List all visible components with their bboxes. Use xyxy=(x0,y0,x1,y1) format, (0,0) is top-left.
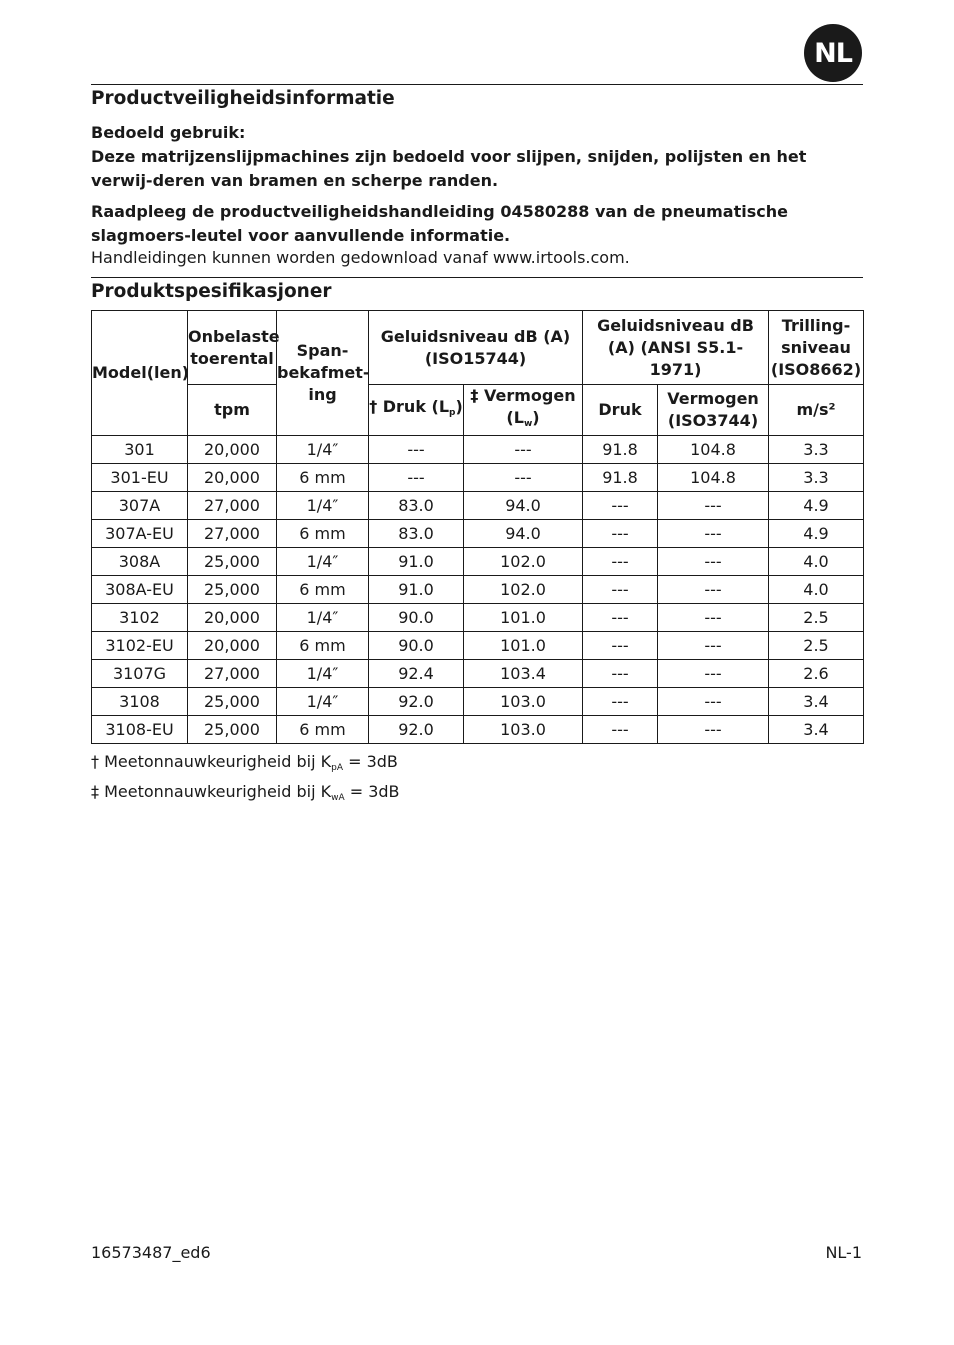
header-collet: Span-bekafmet-ing xyxy=(277,311,369,436)
cell-speed: 25,000 xyxy=(188,576,277,604)
cell-vibration: 4.9 xyxy=(769,492,864,520)
footnotes xyxy=(91,750,400,810)
cell-sound-power: 103.4 xyxy=(464,660,583,688)
cell-collet: 6 mm xyxy=(277,576,369,604)
table-row xyxy=(92,604,864,632)
cell-ansi-vermogen: --- xyxy=(658,548,769,576)
intended-use-text: Deze matrijzenslijpmachines zijn bedoeld voor slijpen, snijden, polijsten en het verwij-deren van bramen en scherpe randen. xyxy=(91,147,807,190)
header-vibration: Trilling-sniveau (ISO8662) xyxy=(769,311,864,385)
cell-model: 3102 xyxy=(92,604,188,632)
table-row xyxy=(92,688,864,716)
header-speed-unit: tpm xyxy=(188,385,277,436)
header-vermogen-iso: Vermogen (ISO3744) xyxy=(658,385,769,436)
cell-ansi-druk: --- xyxy=(583,716,658,744)
header-model: Model(len) xyxy=(92,311,188,436)
cell-sound-power: 102.0 xyxy=(464,548,583,576)
cell-ansi-druk: --- xyxy=(583,604,658,632)
cell-speed: 27,000 xyxy=(188,660,277,688)
cell-collet: 6 mm xyxy=(277,520,369,548)
cell-vibration: 2.5 xyxy=(769,604,864,632)
cell-ansi-druk: --- xyxy=(583,520,658,548)
cell-ansi-druk: --- xyxy=(583,576,658,604)
cell-sound-power: --- xyxy=(464,436,583,464)
cell-sound-pressure: 92.0 xyxy=(369,688,464,716)
cell-model: 3102-EU xyxy=(92,632,188,660)
cell-ansi-druk: --- xyxy=(583,688,658,716)
page-number: NL-1 xyxy=(825,1243,862,1262)
table-row xyxy=(92,660,864,688)
table-row xyxy=(92,576,864,604)
table-row xyxy=(92,492,864,520)
cell-collet: 1/4″ xyxy=(277,660,369,688)
cell-ansi-vermogen: --- xyxy=(658,492,769,520)
cell-ansi-vermogen: --- xyxy=(658,576,769,604)
cell-speed: 25,000 xyxy=(188,548,277,576)
cell-collet: 6 mm xyxy=(277,716,369,744)
cell-model: 308A-EU xyxy=(92,576,188,604)
cell-sound-pressure: 90.0 xyxy=(369,632,464,660)
cell-ansi-vermogen: --- xyxy=(658,716,769,744)
header-power: ‡ Vermogen $(L_w)$ xyxy=(464,385,583,436)
cell-vibration: 3.3 xyxy=(769,436,864,464)
cell-sound-pressure: 92.4 xyxy=(369,660,464,688)
cell-collet: 1/4″ xyxy=(277,436,369,464)
header-pressure: † Druk $(L_p)$ xyxy=(369,385,464,436)
cell-ansi-druk: --- xyxy=(583,632,658,660)
cell-ansi-vermogen: 104.8 xyxy=(658,464,769,492)
document-id: 16573487_ed6 xyxy=(91,1243,211,1262)
cell-ansi-vermogen: --- xyxy=(658,520,769,548)
header-sound-ansi: Geluidsniveau dB (A) (ANSI S5.1-1971) xyxy=(583,311,769,385)
cell-sound-power: 101.0 xyxy=(464,632,583,660)
cell-collet: 1/4″ xyxy=(277,604,369,632)
cell-vibration: 4.9 xyxy=(769,520,864,548)
table-row xyxy=(92,548,864,576)
specifications-table-body xyxy=(92,436,864,744)
header-druk: Druk xyxy=(583,385,658,436)
cell-ansi-druk: --- xyxy=(583,660,658,688)
cell-ansi-druk: 91.8 xyxy=(583,464,658,492)
cell-speed: 27,000 xyxy=(188,520,277,548)
download-text: Handleidingen kunnen worden gedownload vanaf www.irtools.com. xyxy=(91,248,630,267)
cell-sound-power: 94.0 xyxy=(464,492,583,520)
cell-sound-pressure: 90.0 xyxy=(369,604,464,632)
cell-speed: 20,000 xyxy=(188,436,277,464)
cell-vibration: 3.4 xyxy=(769,716,864,744)
specifications-table xyxy=(91,310,864,744)
cell-sound-power: 103.0 xyxy=(464,688,583,716)
specifications-heading: Produktspesifikasjoner xyxy=(91,281,332,302)
cell-speed: 27,000 xyxy=(188,492,277,520)
cell-sound-power: 94.0 xyxy=(464,520,583,548)
cell-vibration: 4.0 xyxy=(769,576,864,604)
cell-speed: 20,000 xyxy=(188,632,277,660)
cell-vibration: 3.3 xyxy=(769,464,864,492)
cell-ansi-vermogen: --- xyxy=(658,688,769,716)
cell-ansi-druk: --- xyxy=(583,548,658,576)
header-sound-iso: Geluidsniveau dB (A) (ISO15744) xyxy=(369,311,583,385)
cell-speed: 20,000 xyxy=(188,604,277,632)
cell-speed: 25,000 xyxy=(188,716,277,744)
consult-manual-text: Raadpleeg de productveiligheidshandleiding 04580288 van de pneumatische slagmoers-leutel voor aanvullende informatie. xyxy=(91,202,788,245)
top-rule xyxy=(91,84,863,85)
cell-collet: 1/4″ xyxy=(277,548,369,576)
cell-collet: 1/4″ xyxy=(277,688,369,716)
header-vibration-unit: m/s² xyxy=(769,385,864,436)
cell-model: 308A xyxy=(92,548,188,576)
cell-sound-pressure: 83.0 xyxy=(369,520,464,548)
cell-collet: 6 mm xyxy=(277,632,369,660)
cell-sound-power: --- xyxy=(464,464,583,492)
cell-vibration: 2.6 xyxy=(769,660,864,688)
cell-sound-power: 102.0 xyxy=(464,576,583,604)
cell-sound-pressure: 91.0 xyxy=(369,548,464,576)
table-row xyxy=(92,520,864,548)
intended-use-label: Bedoeld gebruik: xyxy=(91,123,246,142)
cell-model: 3107G xyxy=(92,660,188,688)
cell-model: 301 xyxy=(92,436,188,464)
cell-sound-pressure: --- xyxy=(369,436,464,464)
table-row xyxy=(92,436,864,464)
cell-ansi-vermogen: 104.8 xyxy=(658,436,769,464)
section-rule xyxy=(91,277,863,278)
header-speed: Onbelaste toerental xyxy=(188,311,277,385)
cell-model: 3108-EU xyxy=(92,716,188,744)
language-badge: NL xyxy=(804,24,862,82)
cell-sound-pressure: 83.0 xyxy=(369,492,464,520)
cell-sound-power: 103.0 xyxy=(464,716,583,744)
cell-speed: 25,000 xyxy=(188,688,277,716)
cell-ansi-vermogen: --- xyxy=(658,660,769,688)
table-row xyxy=(92,632,864,660)
cell-model: 307A xyxy=(92,492,188,520)
cell-model: 3108 xyxy=(92,688,188,716)
safety-info-heading: Productveiligheidsinformatie xyxy=(91,88,395,109)
footnote-power: ‡ Meetonnauwkeurigheid bij $K_{wA} = 3dB$ xyxy=(91,782,400,803)
cell-sound-pressure: 92.0 xyxy=(369,716,464,744)
cell-collet: 1/4″ xyxy=(277,492,369,520)
cell-sound-pressure: --- xyxy=(369,464,464,492)
cell-ansi-vermogen: --- xyxy=(658,632,769,660)
cell-ansi-druk: --- xyxy=(583,492,658,520)
cell-vibration: 2.5 xyxy=(769,632,864,660)
cell-sound-power: 101.0 xyxy=(464,604,583,632)
footnote-pressure: † Meetonnauwkeurigheid bij $K_{pA} = 3dB$ xyxy=(91,752,398,773)
cell-speed: 20,000 xyxy=(188,464,277,492)
cell-ansi-vermogen: --- xyxy=(658,604,769,632)
table-row xyxy=(92,716,864,744)
cell-model: 301-EU xyxy=(92,464,188,492)
cell-ansi-druk: 91.8 xyxy=(583,436,658,464)
table-row xyxy=(92,464,864,492)
cell-model: 307A-EU xyxy=(92,520,188,548)
cell-sound-pressure: 91.0 xyxy=(369,576,464,604)
cell-vibration: 3.4 xyxy=(769,688,864,716)
cell-collet: 6 mm xyxy=(277,464,369,492)
cell-vibration: 4.0 xyxy=(769,548,864,576)
